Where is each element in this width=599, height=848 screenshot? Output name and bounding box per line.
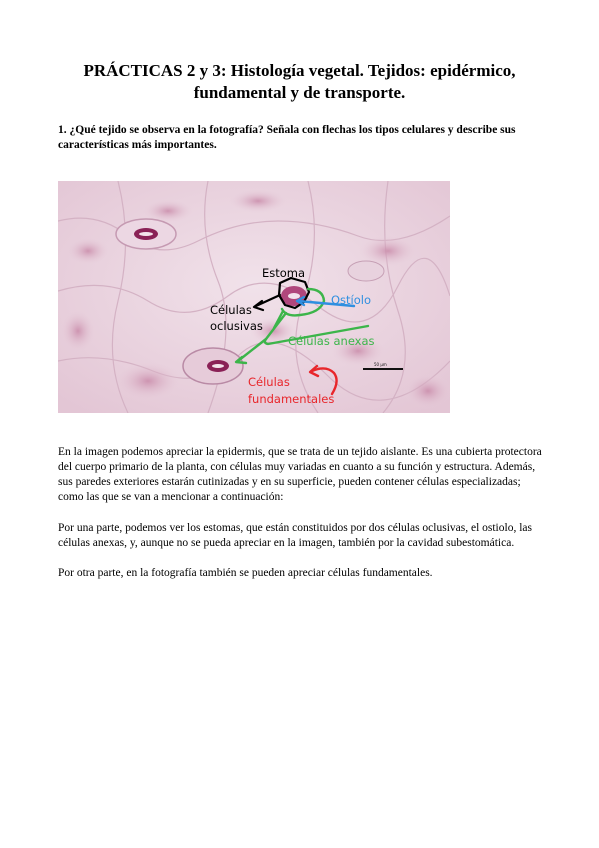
label-celulas-fundamentales-1: Células — [248, 375, 290, 389]
page-title: PRÁCTICAS 2 y 3: Histología vegetal. Tejidos: epidérmico, fundamental y de transporte. — [83, 61, 516, 102]
micrograph-figure — [58, 181, 450, 413]
label-celulas-oclusivas-1: Células — [210, 303, 252, 317]
stoma-top-left — [116, 219, 176, 249]
question-heading: 1. ¿Qué tejido se observa en la fotografía? Señala con flechas los tipos celulares y describe sus características más importantes. — [58, 124, 516, 151]
paragraph-epidermis: En la imagen podemos apreciar la epidermis, que se trata de un tejido aislante. Es una cubierta protectora del cuerpo primario de la planta, con células muy variadas en cuanto a su función y estructura. Además, sus paredes exteriores estarán cutinizadas y en su superficie, pueden contener células especializadas; como las que se van a mencionar a continuación: — [58, 446, 542, 503]
label-celulas-fundamentales-2: fundamentales — [248, 392, 335, 406]
paragraph-estomas: Por una parte, podemos ver los estomas, que están constituidos por dos células oclusivas, el ostiolo, las células anexas, y, aunque no se pueda apreciar en la imagen, también por la cavidad subestomática. — [58, 522, 532, 549]
svg-text:50 µm: 50 µm — [374, 362, 387, 367]
label-celulas-oclusivas-2: oclusivas — [210, 319, 263, 333]
paragraph-fundamentales: Por otra parte, en la fotografía también se pueden apreciar células fundamentales. — [58, 567, 433, 579]
label-celulas-anexas: Células anexas — [288, 334, 375, 348]
stoma-bottom-left — [183, 348, 243, 384]
label-ostiolo: Ostíolo — [331, 293, 372, 307]
label-estoma: Estoma — [262, 266, 306, 280]
